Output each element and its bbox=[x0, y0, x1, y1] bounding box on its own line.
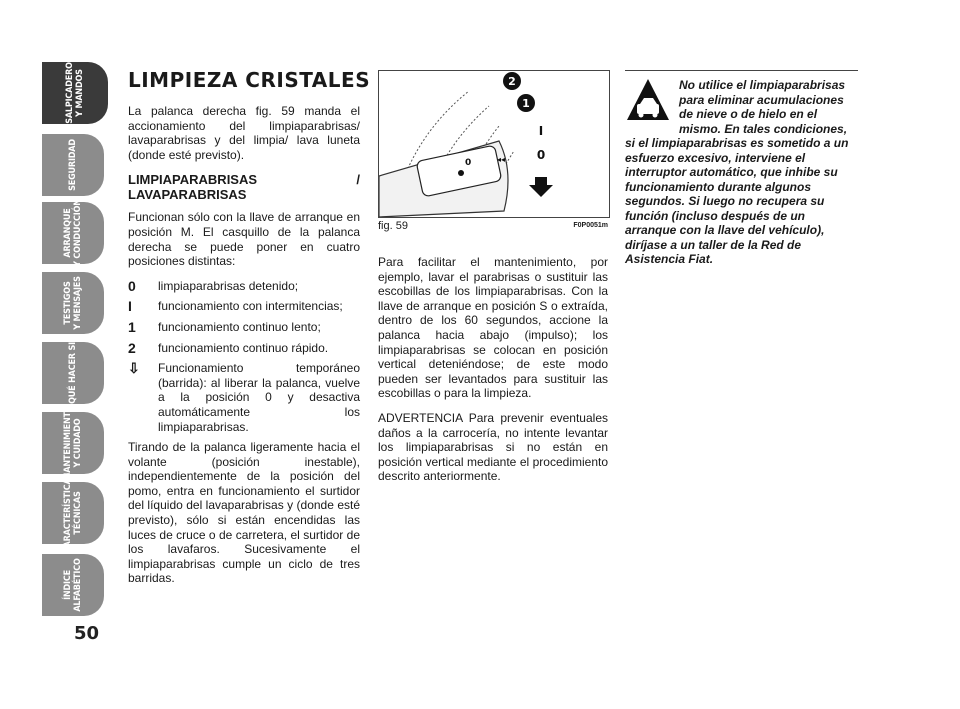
position-key: ⇩ bbox=[128, 360, 140, 377]
position-key: I bbox=[128, 298, 132, 315]
tab-salpicadero[interactable] bbox=[42, 62, 108, 124]
figure-label-I: I bbox=[538, 124, 544, 138]
position-item bbox=[128, 299, 360, 314]
position-item bbox=[128, 361, 360, 434]
position-text: Funcionamiento temporáneo (barrida): al liberar la palanca, vuelve a la posición 0 y desactiva automáticamente los limpiaparabrisas. bbox=[158, 361, 360, 434]
tab-arranque[interactable] bbox=[42, 199, 104, 267]
tab-label: SEGURIDAD bbox=[68, 139, 78, 191]
tab-mantenimiento[interactable] bbox=[42, 405, 104, 481]
svg-text:0: 0 bbox=[465, 158, 472, 168]
figure-59 bbox=[378, 70, 610, 218]
tab-label: TESTIGOS Y MENSAJES bbox=[63, 276, 83, 330]
tab-testigos[interactable] bbox=[42, 272, 104, 334]
position-text: limpiaparabrisas detenido; bbox=[158, 278, 299, 293]
advertencia-text: ADVERTENCIA Para prevenir eventuales daños a la carrocería, no intente levantar los limpiaparabrisas si no están en posición vertical mediante el procedimiento descrito anteriormente. bbox=[378, 410, 608, 484]
left-column bbox=[128, 104, 360, 596]
tab-label: QUÉ HACER SI bbox=[68, 342, 78, 404]
tab-label: CARACTERÍSTICAS TÉCNICAS bbox=[63, 472, 83, 554]
tab-label: ÍNDICE ALFABÉTICO bbox=[63, 558, 83, 612]
position-item bbox=[128, 320, 360, 335]
warning-box bbox=[625, 70, 858, 267]
section-text: Funcionan sólo con la llave de arranque en posición M. El casquillo de la palanca derecha se puede poner en cuatro posiciones distintas: bbox=[128, 210, 360, 269]
middle-column bbox=[378, 255, 608, 494]
figure-badge-1: 1 bbox=[522, 97, 530, 110]
figure-label-0: 0 bbox=[536, 148, 546, 162]
page-number: 50 bbox=[74, 623, 100, 644]
svg-text:◂◂: ◂◂ bbox=[497, 155, 506, 164]
wiper-lever-illustration bbox=[379, 71, 609, 217]
tab-indice[interactable] bbox=[42, 554, 104, 616]
page-title: LIMPIEZA CRISTALES bbox=[128, 68, 371, 92]
tab-seguridad[interactable] bbox=[42, 134, 104, 196]
section-heading: LIMPIAPARABRISAS / LAVAPARABRISAS bbox=[128, 172, 360, 203]
maintenance-text: Para facilitar el mantenimiento, por ejemplo, lavar el parabrisas o sustituir las escobillas de los limpiaparabrisas. Con la llave de arranque en posición S o extraída, dentro de los 60 segundos, accione la palanca hacia abajo (impulso); los limpiaparabrisas se colocan en posición vertical deteniéndose; de este modo pueden ser levantados para sustituir las escobillas o para la limpieza. bbox=[378, 255, 608, 401]
position-text: funcionamiento continuo rápido. bbox=[158, 340, 329, 355]
position-item bbox=[128, 279, 360, 294]
tab-label: MANTENIMIENTO Y CUIDADO bbox=[63, 405, 83, 481]
intro-text: La palanca derecha fig. 59 manda el accionamiento del limpiaparabrisas/ lavaparabrisas y del limpia/ lava luneta (donde esté previsto). bbox=[128, 104, 360, 162]
figure-code: F0P0051m bbox=[573, 222, 608, 229]
figure-caption bbox=[378, 220, 608, 232]
pull-text: Tirando de la palanca ligeramente hacia el volante (posición inestable), independientemente de la posición del pomo, entra en funcionamiento el surtidor del líquido del lavaparabrisas y (donde esté previsto), sólo si están encendidas las luces de cruce o de carretera, el surtidor de los lavafaros. Sucesivamente el limpiaparabrisas cumple un ciclo de tres barridas. bbox=[128, 440, 360, 586]
position-key: 0 bbox=[128, 277, 136, 294]
tab-label: SALPICADERO Y MANDOS bbox=[65, 62, 85, 124]
figure-caption-label: fig. 59 bbox=[378, 220, 408, 232]
position-text: funcionamiento continuo lento; bbox=[158, 319, 321, 334]
figure-badge-2: 2 bbox=[508, 75, 516, 88]
tab-que-hacer-si[interactable] bbox=[42, 342, 104, 404]
position-item bbox=[128, 341, 360, 356]
warning-icon bbox=[625, 76, 671, 124]
tab-label: ARRANQUE Y CONDUCCIÓN bbox=[63, 199, 83, 267]
position-text: funcionamiento con intermitencias; bbox=[158, 299, 343, 314]
tab-caracteristicas[interactable] bbox=[42, 472, 104, 554]
arrow-down-icon bbox=[529, 177, 553, 197]
position-key: 1 bbox=[128, 318, 136, 335]
warning-text: No utilice el limpiaparabrisas para eliminar acumulaciones de nieve o de hielo en el mismo. En tales condiciones, si el limpiaparabrisas es sometido a un esfuerzo excesivo, interviene el interruptor automático, que inhibe su funcionamiento durante algunos segundos. Si luego no recupera su función (incluso después de un arranque con la llave del vehículo), diríjase a un taller de la Red de Asistencia Fiat. bbox=[625, 78, 849, 266]
position-key: 2 bbox=[128, 339, 136, 356]
